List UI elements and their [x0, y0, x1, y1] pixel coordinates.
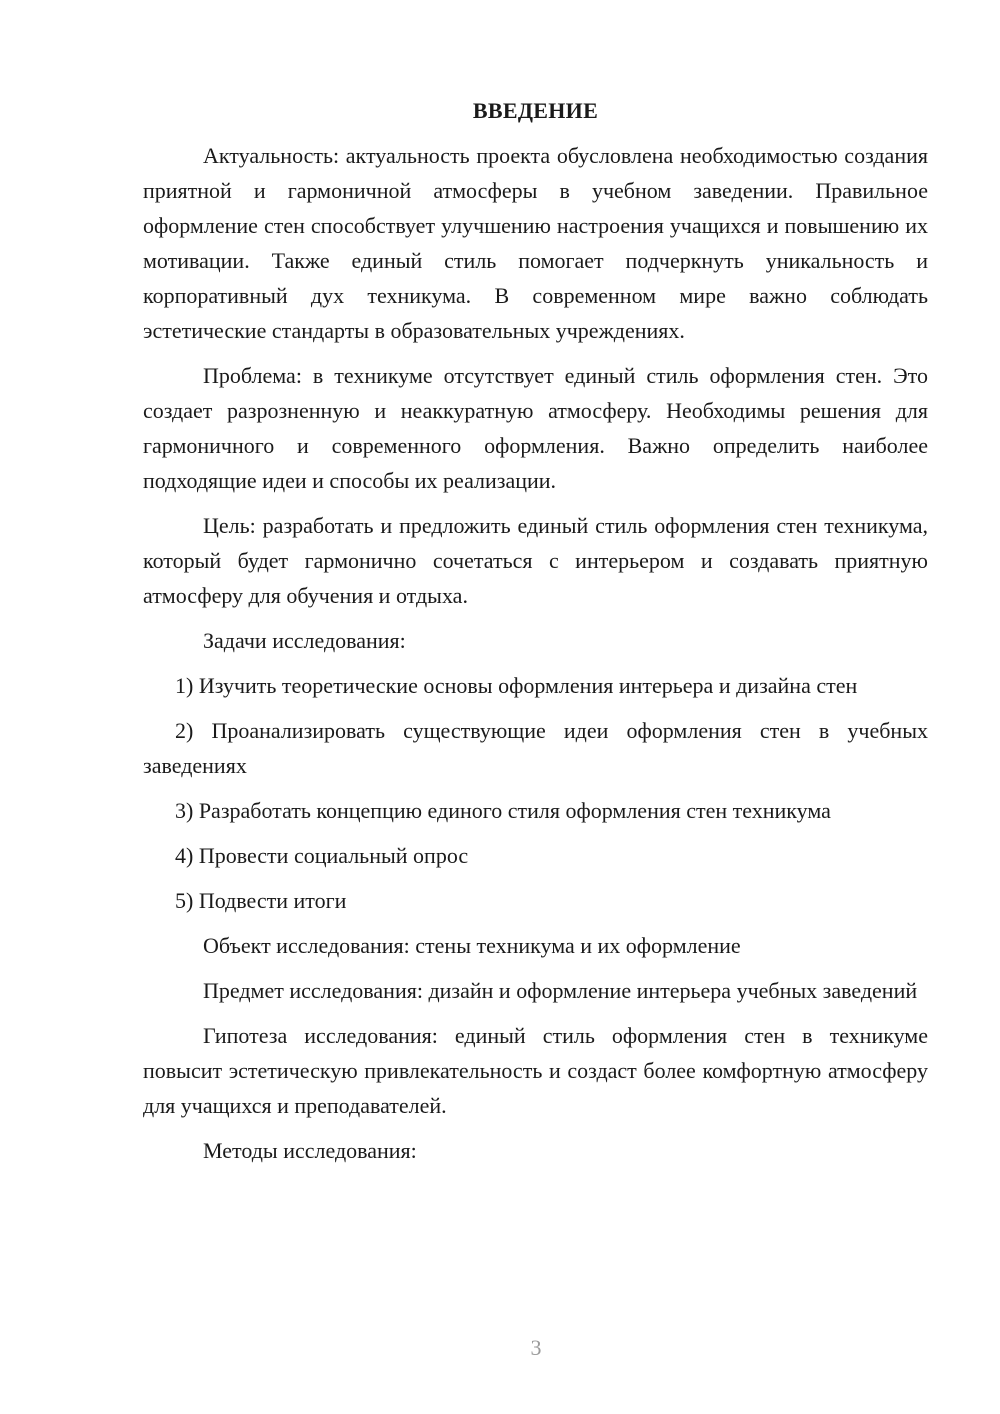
- tasks-list: [143, 668, 928, 918]
- tasks-heading: Задачи исследования:: [203, 628, 406, 653]
- methods-heading: Методы исследования:: [203, 1138, 417, 1163]
- task-item-2: 2) Проанализировать существующие идеи оформления стен в учебных заведениях: [143, 718, 928, 778]
- paragraph-subject: Предмет исследования: дизайн и оформление интерьера учебных заведений: [203, 978, 918, 1003]
- task-item-4: 4) Провести социальный опрос: [175, 843, 469, 868]
- paragraph-object: Объект исследования: стены техникума и их оформление: [203, 933, 741, 958]
- paragraph-relevance: Актуальность: актуальность проекта обусловлена необходимостью создания приятной и гармоничной атмосферы в учебном заведении. Правильное оформление стен способствует улучшению настроения учащихся и повышению их мотивации. Также единый стиль помогает подчеркнуть уникальность и корпоративный дух техникума. В современном мире важно соблюдать эстетические стандарты в образовательных учреждениях.: [143, 143, 928, 343]
- task-item-3: 3) Разработать концепцию единого стиля оформления стен техникума: [175, 798, 831, 823]
- page-number: 3: [530, 1335, 542, 1360]
- paragraph-hypothesis: Гипотеза исследования: единый стиль оформления стен в техникуме повысит эстетическую привлекательность и создаст более комфортную атмосферу для учащихся и преподавателей.: [143, 1023, 928, 1118]
- paragraph-goal: Цель: разработать и предложить единый стиль оформления стен техникума, который будет гармонично сочетаться с интерьером и создавать приятную атмосферу для обучения и отдыха.: [143, 513, 928, 608]
- page-title: ВВЕДЕНИЕ: [472, 98, 599, 123]
- task-item-5: 5) Подвести итоги: [175, 888, 347, 913]
- page-content: [143, 96, 928, 1178]
- paragraph-problem: Проблема: в техникуме отсутствует единый стиль оформления стен. Это создает разрозненную и неаккуратную атмосферу. Необходимы решения для гармоничного и современного оформления. Важно определить наиболее подходящие идеи и способы их реализации.: [143, 363, 928, 493]
- task-item-1: 1) Изучить теоретические основы оформления интерьера и дизайна стен: [175, 673, 858, 698]
